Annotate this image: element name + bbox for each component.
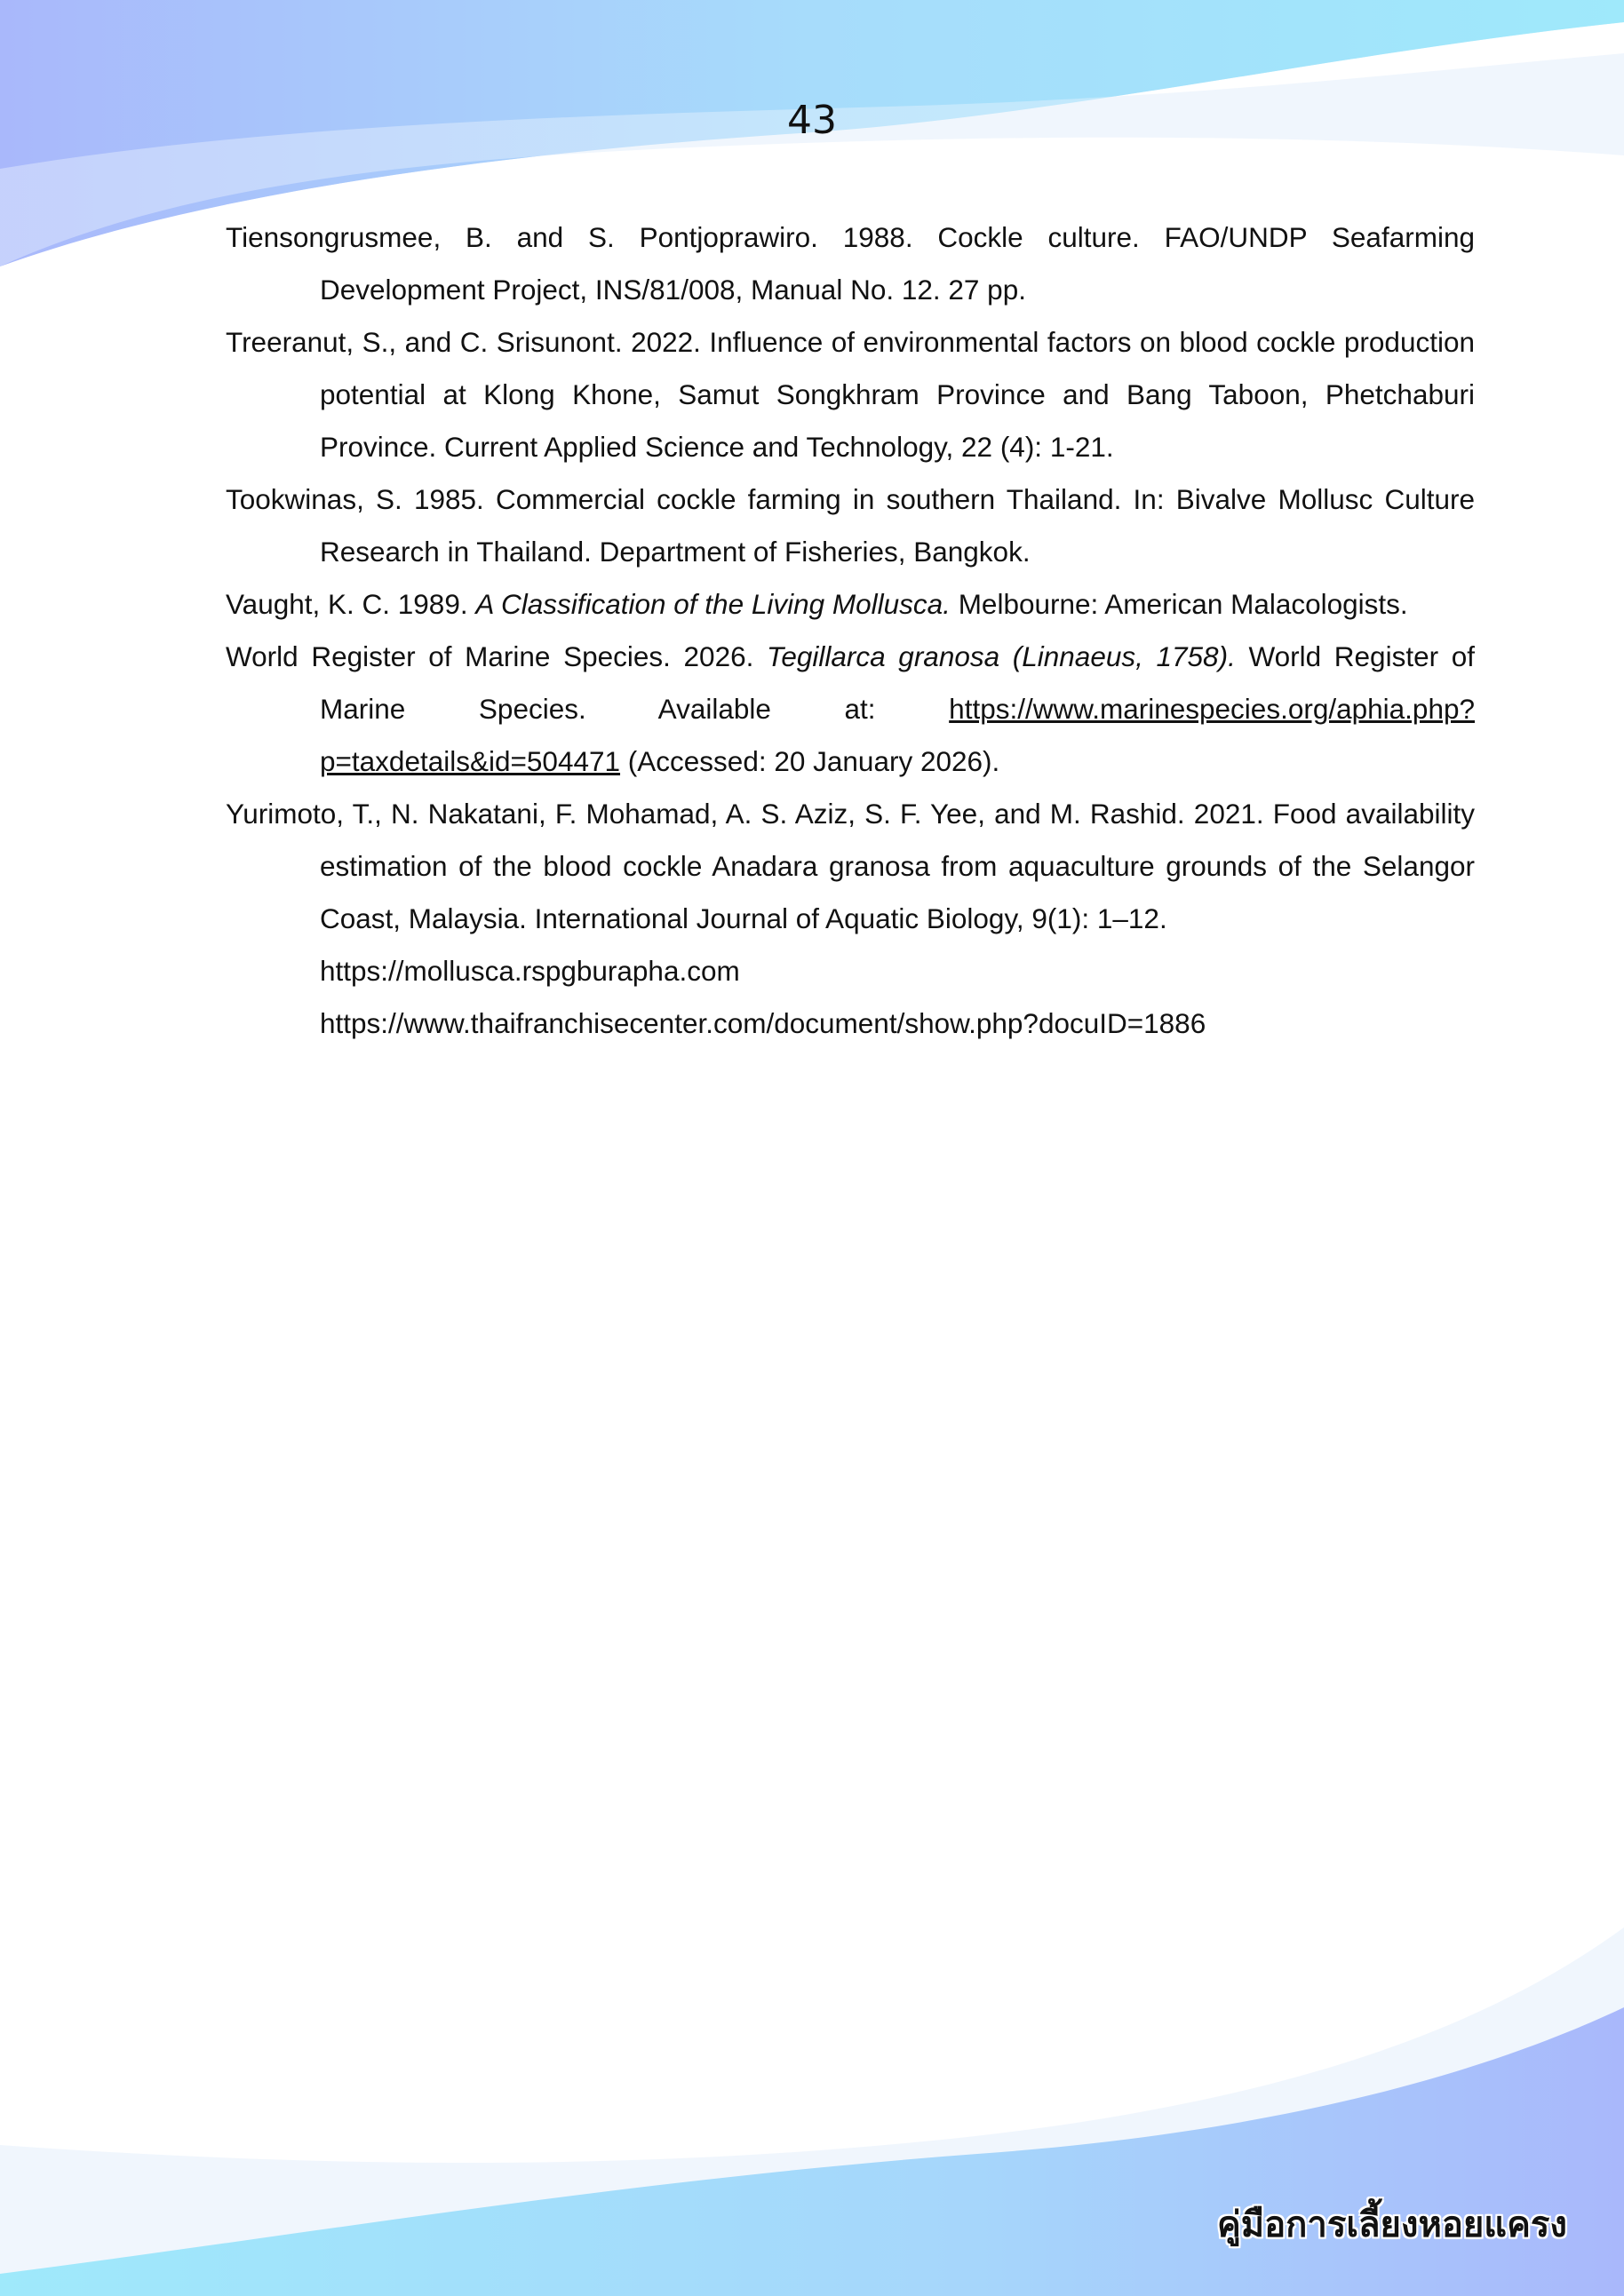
footer-book-title: คู่มือการเลี้ยงหอยแครง (1217, 2205, 1567, 2245)
reference-publisher: Melbourne: American Malacologists. (950, 588, 1408, 620)
reference-list (226, 211, 1475, 1050)
page-number: 43 (787, 98, 837, 143)
reference-authors: Vaught, K. C. 1989. (226, 588, 476, 620)
reference-entry: Tiensongrusmee, B. and S. Pontjoprawiro. 1988. Cockle culture. FAO/UNDP Seafarming Development Project, INS/81/008, Manual No. 12. 27 pp. (226, 221, 1475, 306)
reference-entry: Yurimoto, T., N. Nakatani, F. Mohamad, A. S. Aziz, S. F. Yee, and M. Rashid. 2021. Food availability estimation of the blood cockle Anadara granosa from aquaculture grounds of the Selangor Coast, Malaysia. International Journal of Aquatic Biology, 9(1): 1–12. (226, 798, 1475, 934)
reference-url[interactable]: https://www.thaifranchisecenter.com/document/show.php?docuID=1886 (320, 1007, 1206, 1039)
reference-url[interactable]: https://mollusca.rspgburapha.com (320, 955, 740, 987)
reference-source: World Register of Marine Species. Available at: (320, 640, 1475, 725)
reference-title: A Classification of the Living Mollusca. (475, 588, 951, 620)
reference-accessed: (Accessed: 20 January 2026). (620, 745, 1000, 777)
reference-authors: World Register of Marine Species. 2026. (226, 640, 767, 672)
reference-entry: Treeranut, S., and C. Srisunont. 2022. Influence of environmental factors on blood cockle production potential at Klong Khone, Samut Songkhram Province and Bang Taboon, Phetchaburi Province. Current Applied Science and Technology, 22 (4): 1-21. (226, 326, 1475, 463)
reference-link[interactable]: https://www.marinespecies.org/aphia.php?p=taxdetails&id=504471 (320, 693, 1475, 777)
reference-entry: Tookwinas, S. 1985. Commercial cockle farming in southern Thailand. In: Bivalve Mollusc Culture Research in Thailand. Department of Fisheries, Bangkok. (226, 483, 1475, 568)
reference-entry (226, 578, 1475, 631)
reference-entry (226, 631, 1475, 788)
reference-title: Tegillarca granosa (Linnaeus, 1758). (767, 640, 1236, 672)
